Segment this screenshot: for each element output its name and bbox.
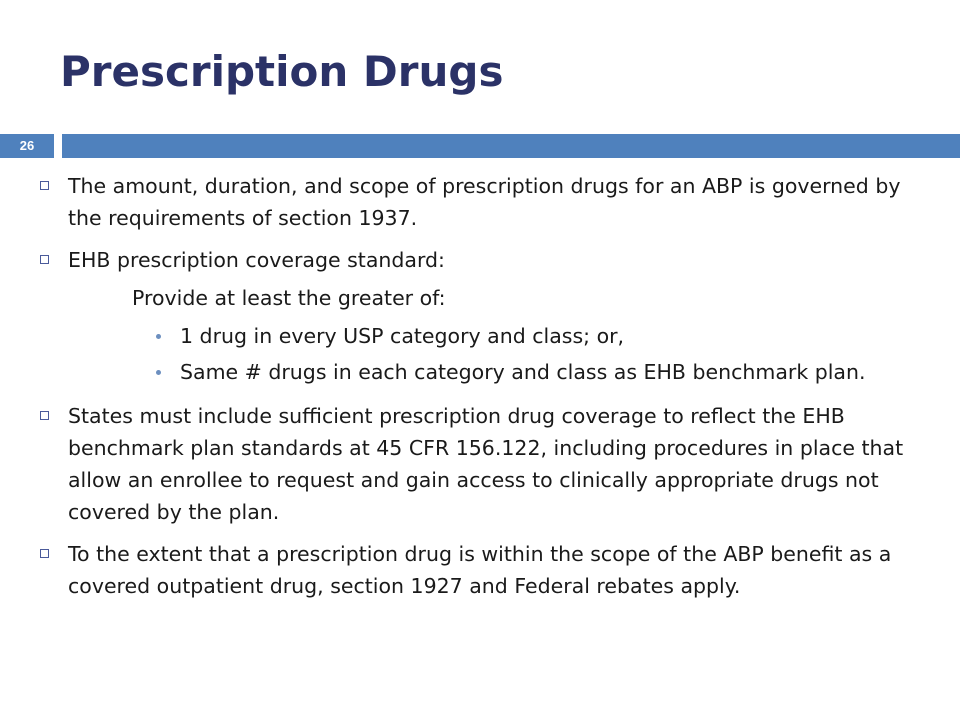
bullet-text: To the extent that a prescription drug is within the scope of the ABP benefit as a covered outpatient drug, section 1927 and Federal rebates apply. [68, 542, 892, 598]
bullet-text: EHB prescription coverage standard: [68, 248, 445, 272]
hollow-square-bullet-icon [40, 411, 49, 420]
bullet-text: States must include sufficient prescription drug coverage to reflect the EHB benchmark plan standards at 45 CFR 156.122, including procedures in place that allow an enrollee to request and gain access to clinically appropriate drugs not covered by the plan. [68, 404, 904, 524]
slide-title: Prescription Drugs [60, 47, 504, 96]
dot-bullet-icon [156, 370, 161, 375]
hollow-square-bullet-icon [40, 549, 49, 558]
bullet-item [38, 244, 918, 276]
slide-body [38, 170, 918, 612]
bullet-item [38, 400, 918, 528]
sub-bullet-item [38, 320, 918, 352]
dot-bullet-icon [156, 334, 161, 339]
bullet-item [38, 538, 918, 602]
hollow-square-bullet-icon [40, 181, 49, 190]
sub-bullet-text: 1 drug in every USP category and class; or, [180, 324, 625, 348]
bullet-text: The amount, duration, and scope of prescription drugs for an ABP is governed by the requirements of section 1937. [68, 174, 901, 230]
header-rule-bar [62, 134, 960, 158]
bullet-item [38, 170, 918, 234]
hollow-square-bullet-icon [40, 255, 49, 264]
slide-number-badge: 26 [0, 134, 54, 158]
sub-intro-text: Provide at least the greater of: [132, 286, 446, 310]
sub-bullet-item [38, 356, 918, 388]
sub-bullet-text: Same # drugs in each category and class as EHB benchmark plan. [180, 360, 866, 384]
